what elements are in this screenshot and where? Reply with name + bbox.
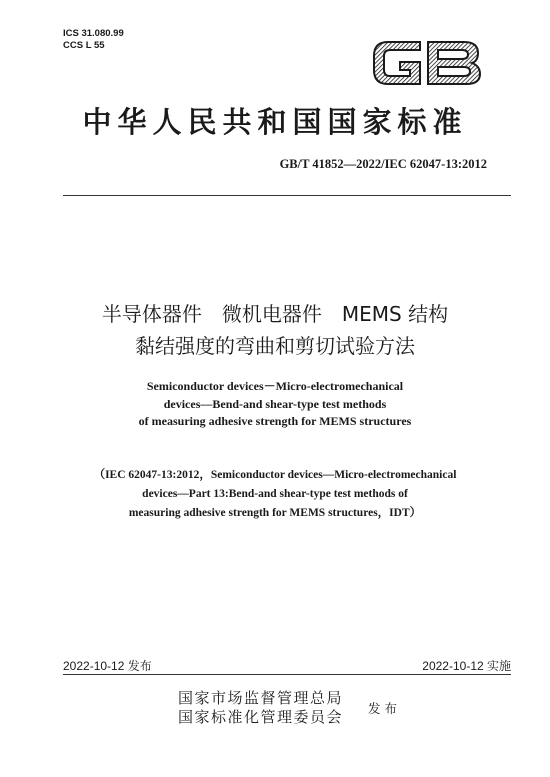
gb-logo	[368, 36, 484, 90]
chinese-title-line1: 半导体器件 微机电器件 MEMS 结构	[101, 302, 449, 326]
issuing-authorities	[178, 689, 343, 727]
ics-code: ICS 31.080.99	[63, 28, 124, 39]
standard-number: GB/T 41852—2022/IEC 62047-13:2012	[279, 157, 487, 171]
iec-line2: devices—Part 13:Bend-and shear-type test methods of	[142, 488, 408, 500]
national-standard-title: 中华人民共和国国家标准	[82, 105, 468, 139]
classification-codes	[63, 28, 124, 52]
english-title-line1: Semiconductor devices－Micro-electromechanical	[146, 379, 404, 393]
english-title	[0, 378, 550, 431]
english-title-line2: devices—Bend-and shear-type test methods	[163, 396, 387, 411]
chinese-title	[0, 300, 550, 360]
implementation-date: 2022-10-12 实施	[422, 659, 511, 673]
english-title-line3: of measuring adhesive strength for MEMS structures	[138, 414, 412, 428]
iec-line3: measuring adhesive strength for MEMS structures，IDT）	[128, 507, 422, 519]
issuer-sac: 国家标准化管理委员会	[178, 708, 344, 726]
chinese-title-line2: 黏结强度的弯曲和剪切试验方法	[135, 334, 415, 358]
bottom-divider	[63, 674, 511, 675]
iec-line1: （IEC 62047-13:2012，Semiconductor devices—Micro-electromechanical	[93, 469, 457, 481]
release-date: 2022-10-12 发布	[63, 659, 152, 673]
issuer-samr: 国家市场监督管理总局	[178, 689, 344, 707]
top-divider	[63, 195, 511, 196]
iec-equivalence	[0, 466, 550, 523]
ccs-code: CCS L 55	[63, 40, 105, 51]
issue-label: 发布	[368, 701, 402, 716]
